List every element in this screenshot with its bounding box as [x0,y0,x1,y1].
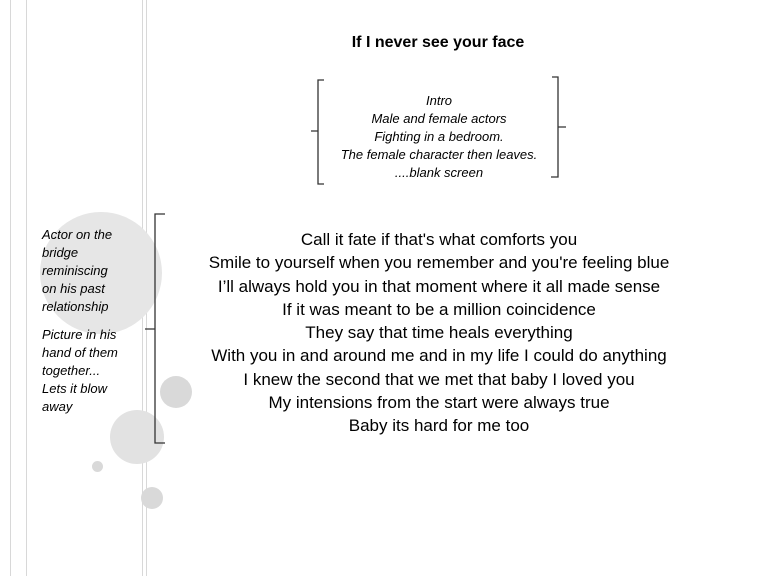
lyric-line: I knew the second that we met that baby I loved you [243,369,635,389]
lyric-line: I’ll always hold you in that moment where it all made sense [217,276,661,296]
intro-line: Male and female actors [371,111,507,126]
lyric-line: If it was meant to be a million coincidence [282,299,596,319]
side-note-line: hand of them [42,345,118,360]
lyric-line: With you in and around me and in my life I could do anything [211,346,667,366]
side-note-line: away [42,399,73,414]
intro-line: The female character then leaves. [340,147,538,162]
side-note-line: Actor on the [42,227,113,242]
side-note [42,226,142,416]
lyrics-block [172,228,706,438]
side-note-line: reminiscing [42,263,108,278]
side-note-line: Lets it blow [42,381,108,396]
lyric-line: Smile to yourself when you remember and you're feeling blue [208,253,670,273]
side-note-line: bridge [42,245,79,260]
paragraph-gap [42,316,142,326]
lyric-line: They say that time heals everything [305,323,573,343]
side-note-line: together... [42,363,101,378]
side-note-line: Picture in his [42,327,117,342]
lyric-line: Call it fate if that's what comforts you [300,230,578,249]
intro-line: Intro [425,93,452,108]
lyric-line: My intensions from the start were always true [268,393,610,413]
page-title: If I never see your face [351,34,525,51]
intro-line: ....blank screen [394,165,484,180]
side-note-line: relationship [42,299,109,314]
lyrics-left-bracket [145,214,165,443]
side-note-line: on his past [42,281,105,296]
intro-block [320,92,558,182]
intro-line: Fighting in a bedroom. [374,129,504,144]
lyric-line: Baby its hard for me too [348,416,530,436]
